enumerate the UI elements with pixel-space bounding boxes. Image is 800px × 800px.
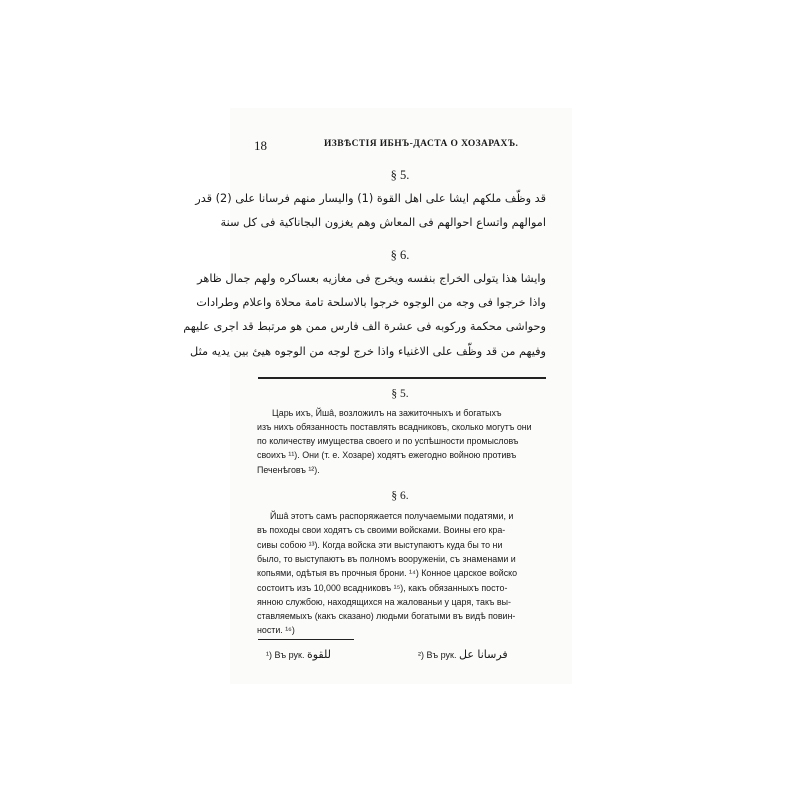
arabic-line: وحواشى محكمة وركوبه فى عشرة الف فارس ممن هو مرتبط قد اجرى عليهم xyxy=(183,320,546,333)
russian-line: своихъ ¹¹). Они (т. е. Хозаре) ходятъ ежегодно войною противъ xyxy=(257,450,517,460)
russian-line: изъ нихъ обязанность поставлять всадниковъ, сколько могутъ они xyxy=(257,422,532,432)
arabic-section6-heading: § 6. xyxy=(390,248,410,262)
russian-line: Йшâ этотъ самъ распоряжается получаемыми податями, и xyxy=(270,511,514,521)
footnote-2-marker: ²) Въ рук. xyxy=(418,650,457,660)
footnote-2-arabic: فرسانا عل xyxy=(458,648,508,661)
footnote-1-arabic: للقوة xyxy=(306,648,331,661)
russian-line: копьями, одѣтыя въ прочныя брони. ¹⁴) Конное царское войско xyxy=(257,568,518,578)
russian-line: ности. ¹⁶) xyxy=(257,625,295,635)
russian-line: по количеству имущества своего и по успѣшности промысловъ xyxy=(257,436,519,446)
russian-line: сивы собою ¹³). Когда войска эти выступаютъ куда бы то ни xyxy=(257,540,503,550)
section-divider xyxy=(258,377,546,379)
footnote-2 xyxy=(418,648,508,661)
russian-line: состоитъ изъ 10,000 всадниковъ ¹⁵), какъ обязанныхъ посто- xyxy=(257,583,508,593)
russian-line: Царь ихъ, Йшâ, возложилъ на зажиточныхъ и богатыхъ xyxy=(272,408,502,418)
footnote-1-marker: ¹) Въ рук. xyxy=(266,650,305,660)
arabic-line: وايشا هذا يتولى الخراج بنفسه ويخرج فى مغازيه بعساكره ولهم جمال ظاهر xyxy=(197,272,546,285)
running-title: ИЗВѢСТІЯ ИБНЪ-ДАСТА О ХОЗАРАХЪ. xyxy=(324,139,519,149)
arabic-line: اموالهم واتساع احوالهم فى المعاش وهم يغزون البجاناكية فى كل سنة xyxy=(220,216,546,229)
arabic-line: قد وظّف ملكهم ايشا على اهل القوة (1) واليسار منهم فرسانا على (2) قدر xyxy=(195,192,546,205)
footnote-1 xyxy=(266,648,331,661)
russian-line: Печенѣговъ ¹²). xyxy=(257,465,320,475)
russian-line: было, то выступаютъ въ полномъ вооруженіи, съ знаменами и xyxy=(257,554,516,564)
russian-line: ставляемыхъ (какъ сказано) людьми богатыми въ видѣ повин- xyxy=(257,611,516,621)
arabic-line: وفيهم من قد وظّف على الاغنياء واذا خرج لوجه من الوجوه هيئ بين يديه مثل xyxy=(190,345,546,358)
page-number: 18 xyxy=(254,138,267,153)
russian-line: въ походы свои ходятъ съ своими войсками. Воины его кра- xyxy=(257,525,506,535)
footnote-rule xyxy=(258,639,354,640)
russian-section6-heading: § 6. xyxy=(391,490,409,502)
arabic-line: واذا خرجوا فى وجه من الوجوه خرجوا بالاسلحة تامة محلاة واعلام وطرادات xyxy=(196,296,546,309)
russian-section5-heading: § 5. xyxy=(391,388,409,400)
russian-line: янною службою, находящихся на жалованьи у царя, такъ вы- xyxy=(257,597,511,607)
arabic-section5-heading: § 5. xyxy=(390,168,410,182)
